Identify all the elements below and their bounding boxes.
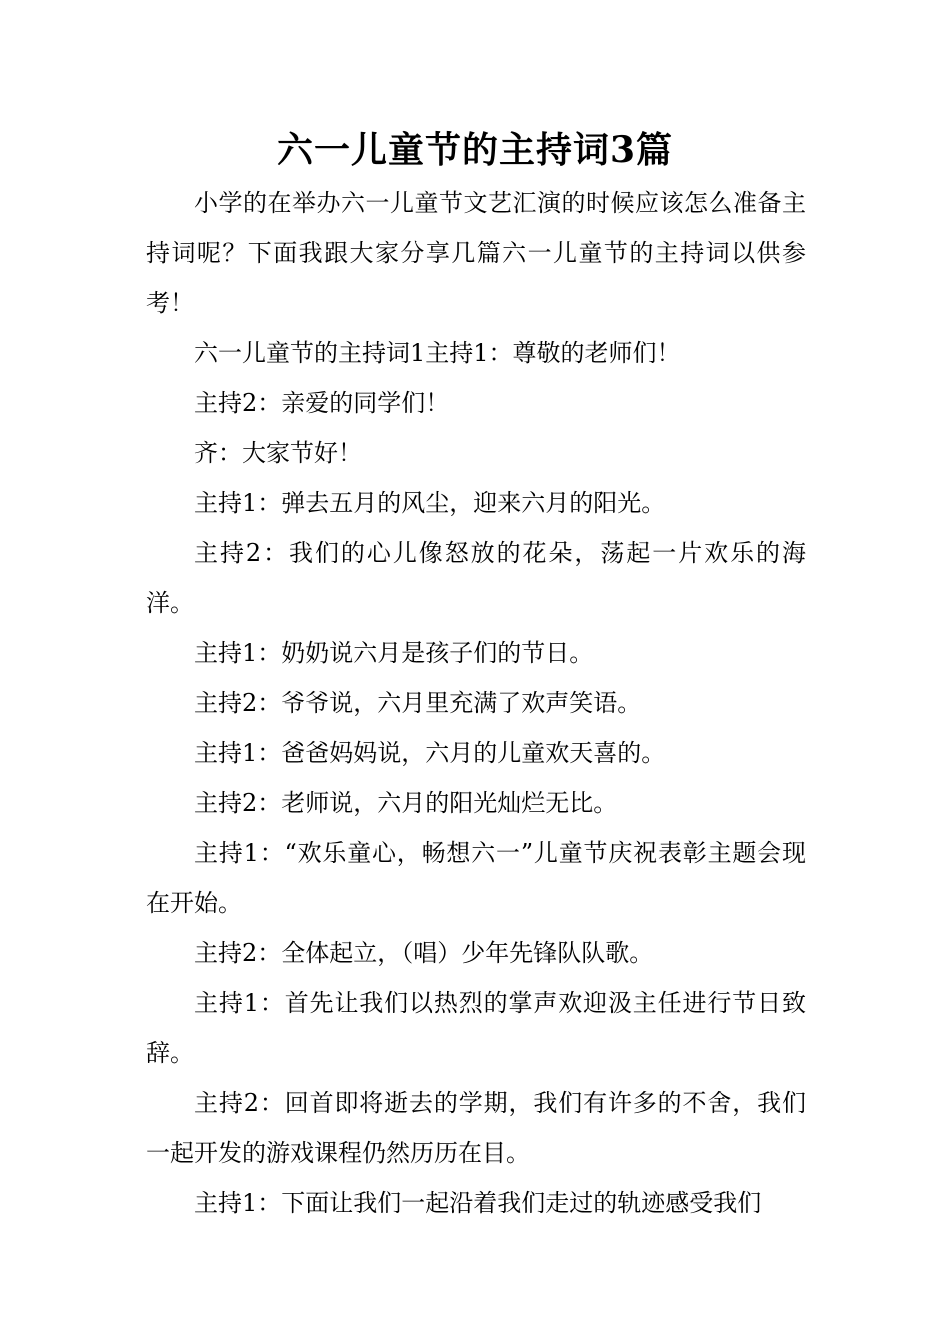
script-line: 主持2：老师说，六月的阳光灿烂无比。: [194, 789, 618, 817]
script-line: 主持2：爷爷说，六月里充满了欢声笑语。: [194, 689, 642, 717]
document-body: [146, 178, 806, 1228]
script-line: 主持1：“欢乐童心，畅想六一”儿童节庆祝表彰主题会现在开始。: [146, 839, 806, 917]
script-line: 主持1：奶奶说六月是孩子们的节日。: [194, 639, 594, 667]
section-first-line: [146, 328, 806, 378]
script-line: 主持2：亲爱的同学们！: [194, 389, 450, 417]
script-line: 主持1：爸爸妈妈说，六月的儿童欢天喜的。: [194, 739, 666, 767]
intro-paragraph: 小学的在举办六一儿童节文艺汇演的时候应该怎么准备主持词呢？下面我跟大家分享几篇六一儿童节的主持词以供参考！: [146, 189, 806, 317]
script-line: 主持1：首先让我们以热烈的掌声欢迎汲主任进行节日致辞。: [146, 989, 806, 1067]
document-title: 六一儿童节的主持词3篇: [276, 129, 674, 171]
script-line: 主持2：全体起立，（唱）少年先锋队队歌。: [194, 939, 654, 967]
host1-greeting: 主持1：尊敬的老师们！: [425, 339, 681, 367]
section-heading: 六一儿童节的主持词1: [194, 339, 426, 367]
script-line: 主持1：弹去五月的风尘，迎来六月的阳光。: [194, 489, 666, 517]
script-line: 主持1：下面让我们一起沿着我们走过的轨迹感受我们: [194, 1189, 762, 1217]
script-line: 主持2：我们的心儿像怒放的花朵，荡起一片欢乐的海洋。: [146, 539, 806, 617]
script-line: 主持2：回首即将逝去的学期，我们有许多的不舍，我们一起开发的游戏课程仍然历历在目。: [146, 1089, 806, 1167]
script-line: 齐：大家节好！: [194, 439, 362, 467]
